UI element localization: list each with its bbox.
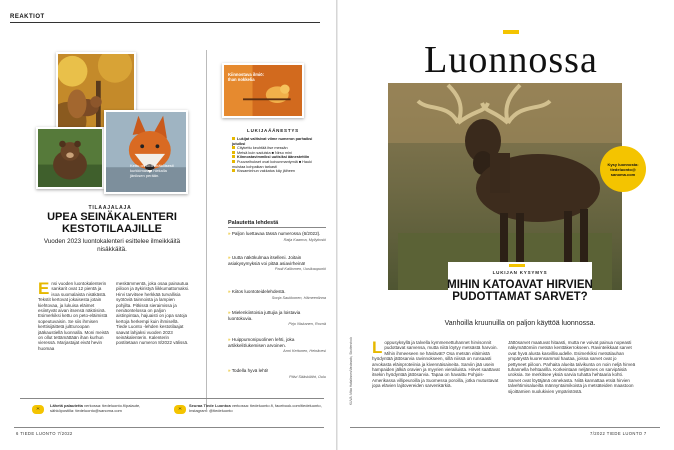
right-footer-rule	[350, 427, 660, 428]
bullet-square-icon	[232, 169, 235, 172]
bullet-square-icon	[232, 151, 235, 154]
left-page-number: 6 TIEDE LUONTO 7/2022	[16, 431, 73, 436]
vote-item: Lukijat valitsivat viime numeron parhaiksi jutuiksi	[232, 137, 313, 146]
section-label: REAKTIOT	[10, 14, 45, 20]
quote-mark-icon: »	[228, 310, 231, 315]
feedback-item: » Paljon luettavaa tässä numerossa (6/2022). Raija Kaarma, Myllykoski	[228, 231, 326, 242]
calendar-photo-caption: Kettu on todennäköisesti kurkkimassa hiekalla jäniksen perään.	[130, 163, 174, 178]
quote-mark-icon: »	[228, 231, 231, 236]
bullet-square-icon	[232, 155, 235, 158]
vote-title: LUKIJAÄÄNESTYS	[247, 128, 299, 133]
vote-item: Citykettu keuhtää itse messän	[232, 146, 318, 151]
vote-item: Metsä kuin saduista ■ Nirso mini	[232, 151, 318, 156]
follow-contact	[189, 403, 324, 413]
calendar-body-text1: nsi vuoden luontokalenterin sankarit ovat 12 pientä ja isoa suomalaista nisäkästä. Tekstit kertovat jokaisesta jotain kiehtovaa, ja lukuisa eläimet esiintyvät aivan itsensä näköisinä. Esimerkiksi kettu on peto-eläimistä sopeutuvaisin. Se siis ihmisen kerttisijäittetä julEuroopan jääkaustiellä luonnalla. Moni meistä on ollut tettämättään ihan kurhun vieressä. Marjastajat eivät hevin huomaa	[38, 281, 109, 351]
feedback-item: » Huippumonipuolinen lehti, joka artikkelit/ukemisen arvoinen. Armi Kettunen, Heinävesi	[228, 337, 326, 354]
calendar-body-col2: meskämmentä, joka osaa painautua piiloon ja äykiristyä liikkumattomaksi. Hirvi tarvitsee herkkää turvallisia syötöviä tainnoista ja lampien pohjilta. Pitkissä sieraimissa ja neniäontelossa on paljon aistinpintaa, hajuaisti on jopa satoja kertoja herkempi kuin ihmisellä. Tiede Luonto -lehden kestotilaajat saavat lahjaksi vuoden 2023 seinäkalenterin. Kalenterin postitetaan numeron 8/2022 välissä.	[116, 281, 190, 346]
photo-fox	[104, 110, 188, 194]
column-divider	[206, 50, 207, 410]
quote-mark-icon: »	[228, 337, 231, 342]
follow-contact-label: Seuraa Tiede Luontoa	[189, 403, 231, 408]
quote-mark-icon: »	[228, 368, 231, 373]
right-page-number: 7/2022 TIEDE LUONTO 7	[590, 431, 647, 436]
footer-rule-top	[20, 398, 324, 399]
section-title: Luonnossa	[424, 39, 598, 81]
vote-item: Kiinnostavimmiksi uutisiksi äänestettiin	[232, 155, 318, 160]
calendar-headline: UPEA SEINÄKALENTERI KESTOTILAAJILLE	[47, 211, 177, 235]
bullet-square-icon	[232, 137, 235, 140]
vote-item: Puuvarihukset ovat koivunmantymiä ■ Hauki muistaa kohpaikan tarkasti	[232, 159, 312, 169]
quote-mark-icon: »	[228, 289, 231, 294]
spine-gutter	[336, 0, 338, 450]
follow-arrow-icon: ›‹	[174, 405, 186, 414]
toc-photo-caption: Kiinnostava ilmiö: Ihan nokkelia	[228, 72, 265, 82]
feedback-contact	[50, 403, 165, 413]
feedback-item: » Todella hyvä lehti! Päivi Sääskiläht, Oulu	[228, 368, 326, 379]
question-body-col2: Jättösarvet maatuvat hitaasti, mutta ne voivat painua nopeasti näkymättömiin metsän kenttäkerrokseen. Ravinteikkaat sarvet ovat hyvä alusta kasvillisuudelle. Esimerkiksi metsälauhan ympärystä kuorensammal hautaa, joissa sarvet ovat jo pettyneet piiloon. Parhaita alueita talvikunta on noin neljä hirveä tuhannella hehtaarilla. Korkeintaan neljännes on sarvipäisiä uroksia. Se merkitsee yksiä sarvia tuhatta hehtaaria kohti. Sarvet ovat löytäjänä onnekasta. Niitä kannattaa etsiä hirvien talvehtimisalueilta männyntaimikoista ja metsäteiden maastoon sijoittamien nuolukivien ympäristöstä.	[508, 340, 636, 394]
feedback-rule	[228, 227, 326, 228]
feedback-contact-label: Lähetä palautetta	[50, 403, 83, 408]
follow-contact-text: verkossa: tiedeluonto.fi, facebook.com/tiedeluonto, Instagram: @tiedeluonto	[189, 403, 322, 413]
calendar-kicker: TILAAJALAJA	[88, 205, 132, 211]
vote-item: Kissaminhun vakkatus käy jäiheen	[232, 169, 318, 174]
question-body-col1	[372, 340, 500, 422]
photo-bear-cub	[36, 127, 104, 189]
feedback-item: » Kiitos luontoteidelehdestä. Sonja Saukkonen, Hämeenlinna	[228, 289, 326, 300]
left-footer-rule	[14, 427, 324, 428]
section-rule	[10, 22, 320, 23]
ask-nature-sticker: Kysy luonnosta: tiedeluonto@ sanoma.com	[600, 146, 646, 192]
feedback-arrow-icon: ›‹	[32, 405, 44, 414]
calendar-body-col1	[38, 281, 110, 399]
feedback-item: » Mielenkiintoisia juttujia ja loistavia luontokuvia. Pirjo Niskanen, Rovnä	[228, 310, 326, 327]
question-kicker: LUKIJAN KYSYMYS	[492, 270, 548, 275]
feedback-contact-text: verkossa: tiedeluonto.fi/palaute, sähköpostilla: tiedeluonto@sanoma.com	[50, 403, 141, 413]
question-dropcap: L	[372, 340, 383, 357]
calendar-lead: Vuoden 2023 luontokalenteri esittelee ilmeikkäitä nisäkkäitä.	[43, 238, 181, 253]
title-accent-bar	[503, 30, 519, 34]
question-headline: MIHIN KATOAVAT HIRVIEN PUDOTTAMAT SARVET?	[447, 279, 593, 304]
question-lead: Vanhoilla kruunuilla on paljon käyttöä luonnossa.	[444, 320, 596, 327]
photo-moose	[388, 83, 622, 290]
bullet-square-icon	[232, 146, 235, 149]
vote-list	[232, 137, 318, 174]
calendar-dropcap: E	[38, 281, 50, 298]
feedback-item: » Uutta näkökulmaa itselleni. Joitain asiakysymyksiä voi pitää asiavirheinä! Pauli Kalliomen, Uusikaupunki	[228, 255, 326, 272]
feedback-title: Palautetta lehdestä	[228, 220, 279, 226]
quote-mark-icon: »	[228, 255, 231, 260]
question-body-text1: oppusyksyllä ja talvella kymmenettuhannet hirvisonnit pudottavat sarvensa, mutta niitä löytyy metsästä harvoin. Mihin ihmeeseen ne häviävät? Osa metsän eläimistä hyödyntää jättösarvia ravinnokseen, sillä niissä on runsaasti arvokasta eläinproteiinia ja kivennäisaineita. Sarviin jää usein hampaiden jälkiä oravien ja myyrien vierailuista. Hirvet saattavat itsekin hyödyntää jättösarvia. Tapaa on havaittu Pohjois-Amerikassa villipeuroilla ja Suomessa poroilla, jotka mutustavat jopa elävien lajitovereiden sarvenkärkiä.	[372, 340, 500, 389]
photo-credit: KUVA: Mika Haltalinnen/Vastavalo, Shutterstock	[349, 337, 353, 405]
question-accent-bar	[509, 264, 525, 267]
bullet-square-icon	[232, 160, 235, 163]
